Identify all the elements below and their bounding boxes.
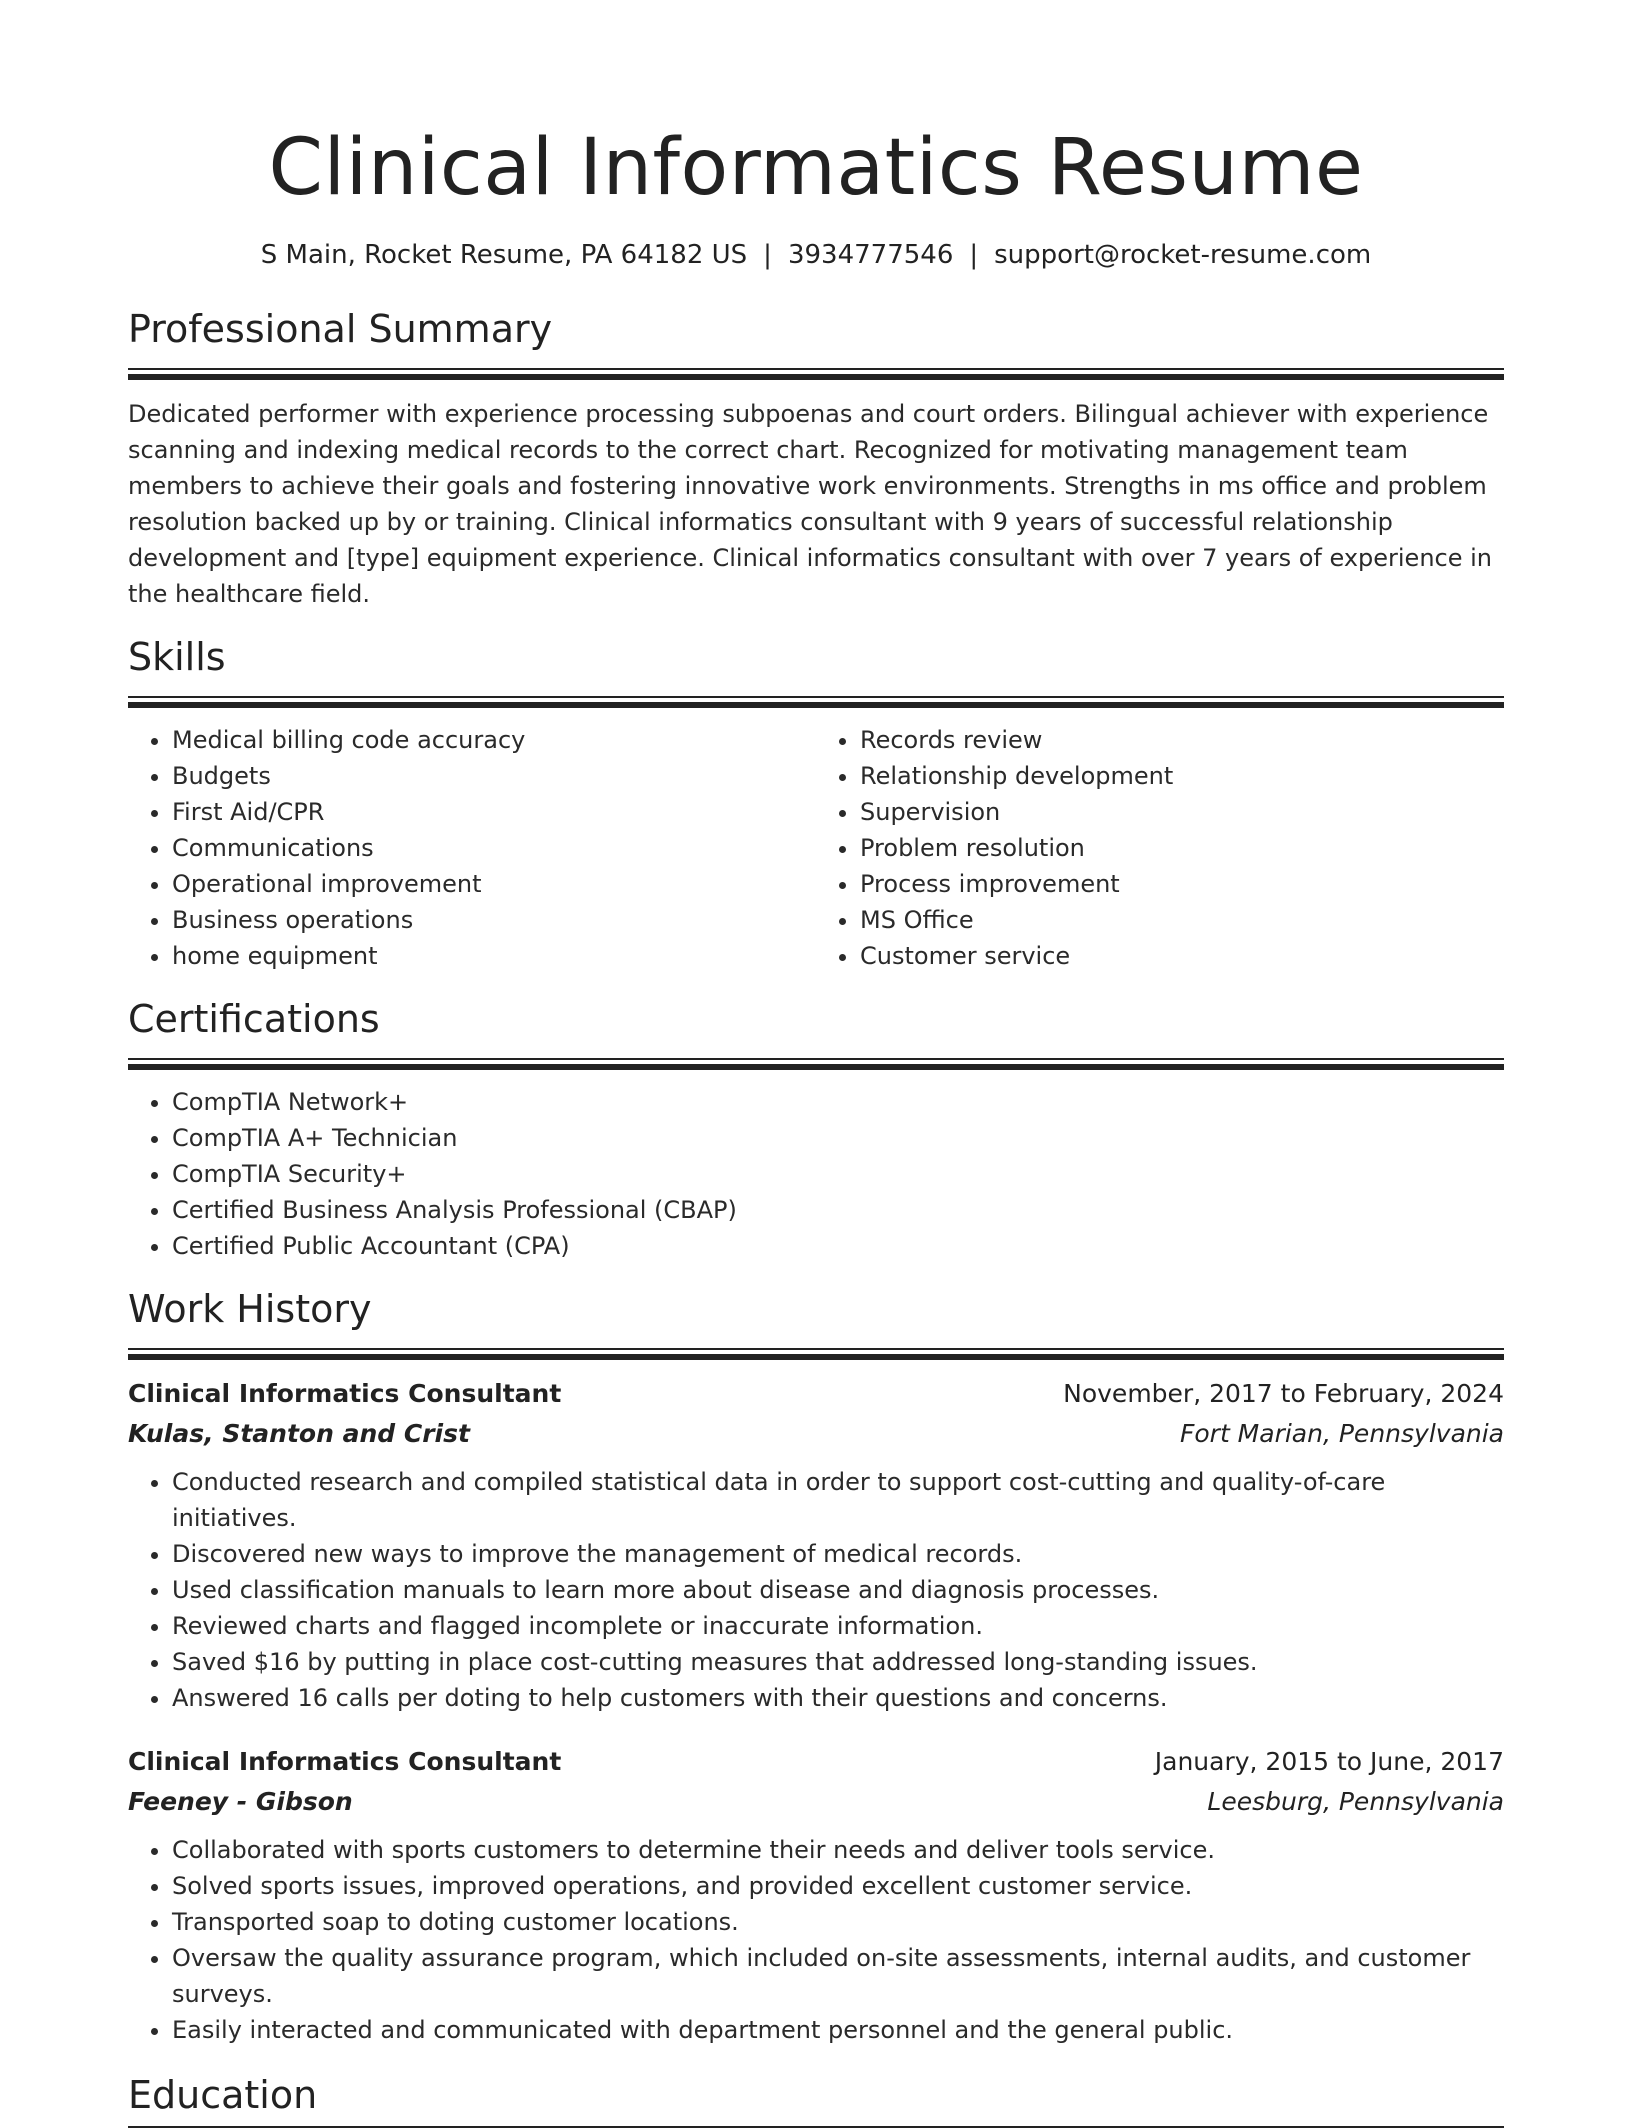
job-company-row (128, 1782, 1504, 1822)
skill-item: • Supervision (860, 794, 1504, 830)
skill-item: • Communications (172, 830, 816, 866)
job-location: Fort Marian, Pennsylvania (1179, 1419, 1504, 1448)
skill-item: • Process improvement (860, 866, 1504, 902)
contact-email: support@rocket-resume.com (994, 240, 1372, 270)
job-entry (128, 1374, 1504, 1716)
skill-item: • home equipment (172, 938, 816, 974)
skill-item: • MS Office (860, 902, 1504, 938)
certification-item: • CompTIA Network+ (172, 1084, 1504, 1120)
job-title: Clinical Informatics Consultant (128, 1379, 562, 1408)
skill-item: • Budgets (172, 758, 816, 794)
contact-line (128, 238, 1504, 272)
job-duty-item: • Oversaw the quality assurance program, which included on-site assessments, internal audits, and customer surveys. (172, 1940, 1504, 2012)
job-duty-item: • Answered 16 calls per doting to help customers with their questions and concerns. (172, 1680, 1504, 1716)
job-entry (128, 1742, 1504, 2048)
section-divider (128, 1348, 1504, 1360)
skill-item: • First Aid/CPR (172, 794, 816, 830)
certification-item: • CompTIA Security+ (172, 1156, 1504, 1192)
skill-item: • Business operations (172, 902, 816, 938)
section-divider (128, 1058, 1504, 1070)
skill-item: • Records review (860, 722, 1504, 758)
summary-section (128, 304, 1504, 612)
skill-item: • Customer service (860, 938, 1504, 974)
resume-title: Clinical Informatics Resume (268, 123, 1364, 213)
job-duty-item: • Saved $16 by putting in place cost-cutting measures that addressed long-standing issues. (172, 1644, 1504, 1680)
job-duties-list (128, 1832, 1504, 2048)
job-duty-item: • Easily interacted and communicated with department personnel and the general public. (172, 2012, 1504, 2048)
summary-heading: Professional Summary (128, 307, 553, 351)
job-header-row (128, 1374, 1504, 1414)
job-title: Clinical Informatics Consultant (128, 1747, 562, 1776)
contact-separator: | (763, 240, 772, 270)
job-duty-item: • Discovered new ways to improve the management of medical records. (172, 1536, 1504, 1572)
skill-item: • Operational improvement (172, 866, 816, 902)
certifications-section (128, 994, 1504, 1264)
skills-columns (128, 722, 1504, 974)
job-duty-item: • Transported soap to doting customer locations. (172, 1904, 1504, 1940)
skills-left-list (128, 722, 816, 974)
certifications-list (128, 1084, 1504, 1264)
section-divider (128, 696, 1504, 708)
skills-right-list (816, 722, 1504, 974)
job-dates: November, 2017 to February, 2024 (1063, 1379, 1504, 1408)
skill-item: • Relationship development (860, 758, 1504, 794)
job-duties-list (128, 1464, 1504, 1716)
certification-item: • Certified Business Analysis Professional (CBAP) (172, 1192, 1504, 1228)
job-dates: January, 2015 to June, 2017 (1154, 1747, 1504, 1776)
work-history-section (128, 1284, 1504, 2048)
education-heading: Education (128, 2073, 318, 2117)
job-location: Leesburg, Pennsylvania (1207, 1787, 1504, 1816)
work-history-heading: Work History (128, 1287, 372, 1331)
section-divider (128, 368, 1504, 380)
summary-text: Dedicated performer with experience processing subpoenas and court orders. Bilingual achiever with experience scanning and indexing medical records to the correct chart. Recognized for motivating management team members to achieve their goals and fostering innovative work environments. Strengths in ms office and problem resolution backed up by or training. Clinical informatics consultant with 9 years of successful relationship development and [type] equipment experience. Clinical informatics consultant with over 7 years of experience in the healthcare field. (128, 400, 1493, 608)
job-duty-item: • Reviewed charts and flagged incomplete or inaccurate information. (172, 1608, 1504, 1644)
skills-heading: Skills (128, 635, 226, 679)
job-duty-item: • Collaborated with sports customers to determine their needs and deliver tools service. (172, 1832, 1504, 1868)
certifications-heading: Certifications (128, 997, 380, 1041)
contact-phone: 3934777546 (787, 240, 954, 270)
skill-item: • Problem resolution (860, 830, 1504, 866)
skills-section (128, 632, 1504, 974)
certification-item: • Certified Public Accountant (CPA) (172, 1228, 1504, 1264)
contact-separator: | (969, 240, 979, 270)
education-section (128, 2070, 1504, 2128)
certification-item: • CompTIA A+ Technician (172, 1120, 1504, 1156)
job-header-row (128, 1742, 1504, 1782)
job-duty-item: • Used classification manuals to learn more about disease and diagnosis processes. (172, 1572, 1504, 1608)
job-duty-item: • Conducted research and compiled statistical data in order to support cost-cutting and quality-of-care initiatives. (172, 1464, 1504, 1536)
job-company-row (128, 1414, 1504, 1454)
job-company: Feeney - Gibson (128, 1787, 353, 1816)
job-company: Kulas, Stanton and Crist (128, 1419, 470, 1448)
skill-item: • Medical billing code accuracy (172, 722, 816, 758)
contact-address: S Main, Rocket Resume, PA 64182 US (260, 240, 748, 270)
job-duty-item: • Solved sports issues, improved operations, and provided excellent customer service. (172, 1868, 1504, 1904)
